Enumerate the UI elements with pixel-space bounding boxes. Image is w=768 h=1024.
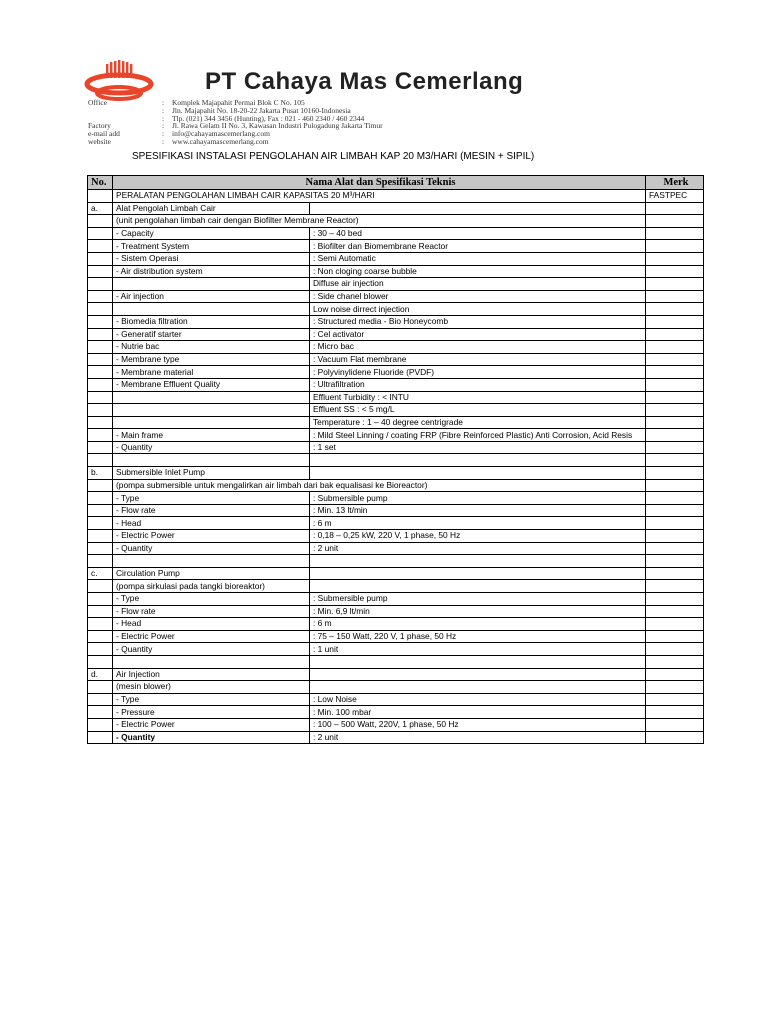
header-name: Nama Alat dan Spesifikasi Teknis bbox=[113, 176, 646, 190]
row-spec: : Submersible pump bbox=[310, 492, 646, 505]
row-number bbox=[88, 718, 113, 731]
row-number bbox=[88, 378, 113, 391]
row-number bbox=[88, 290, 113, 303]
row-number bbox=[88, 530, 113, 543]
table-row bbox=[88, 366, 704, 379]
contact-value: Tlp. (021) 344 3456 (Hunting), Fax : 021 - 460 2340 / 460 2344 bbox=[172, 113, 365, 123]
table-row bbox=[88, 693, 704, 706]
row-item: - Nutrie bac bbox=[113, 341, 310, 354]
table-row bbox=[88, 202, 704, 215]
row-brand bbox=[646, 492, 704, 505]
row-spec: : Min. 6,9 lt/min bbox=[310, 605, 646, 618]
row-item: (mesin blower) bbox=[113, 681, 310, 694]
row-number bbox=[88, 353, 113, 366]
row-number bbox=[88, 655, 113, 668]
row-item: Circulation Pump bbox=[113, 567, 310, 580]
row-number: b. bbox=[88, 467, 113, 480]
table-header-row bbox=[88, 176, 704, 190]
row-spec: Effluent Turbidity : < INTU bbox=[310, 391, 646, 404]
row-brand bbox=[646, 328, 704, 341]
row-spec: : 6 m bbox=[310, 517, 646, 530]
row-number bbox=[88, 593, 113, 606]
contact-label: e-mail add bbox=[88, 129, 120, 139]
row-brand bbox=[646, 593, 704, 606]
row-brand bbox=[646, 618, 704, 631]
contact-label bbox=[88, 107, 162, 115]
table-row bbox=[88, 429, 704, 442]
row-item: - Air injection bbox=[113, 290, 310, 303]
table-row bbox=[88, 278, 704, 291]
row-number bbox=[88, 630, 113, 643]
row-brand bbox=[646, 504, 704, 517]
row-number bbox=[88, 542, 113, 555]
row-brand bbox=[646, 416, 704, 429]
row-spec bbox=[310, 668, 646, 681]
row-number bbox=[88, 278, 113, 291]
row-item: - Generatif starter bbox=[113, 328, 310, 341]
table-row bbox=[88, 215, 704, 228]
table-row bbox=[88, 555, 704, 568]
contact-separator: : bbox=[162, 129, 165, 139]
row-brand bbox=[646, 517, 704, 530]
row-brand bbox=[646, 643, 704, 656]
row-number bbox=[88, 693, 113, 706]
row-number bbox=[88, 215, 113, 228]
contact-separator: : bbox=[162, 136, 165, 146]
row-brand bbox=[646, 240, 704, 253]
table-row bbox=[88, 467, 704, 480]
row-item: - Air distribution system bbox=[113, 265, 310, 278]
company-name: PT Cahaya Mas Cemerlang bbox=[205, 68, 524, 95]
contact-label: website bbox=[88, 136, 111, 146]
table-row bbox=[88, 416, 704, 429]
table-row bbox=[88, 655, 704, 668]
row-brand bbox=[646, 479, 704, 492]
contact-label: Factory bbox=[88, 121, 111, 131]
row-brand bbox=[646, 429, 704, 442]
table-row bbox=[88, 605, 704, 618]
table-row bbox=[88, 328, 704, 341]
row-number: a. bbox=[88, 202, 113, 215]
row-number bbox=[88, 366, 113, 379]
row-item: - Treatment System bbox=[113, 240, 310, 253]
contact-label: Office bbox=[88, 98, 108, 107]
row-spec bbox=[310, 467, 646, 480]
row-brand bbox=[646, 278, 704, 291]
row-number bbox=[88, 404, 113, 417]
row-item: - Head bbox=[113, 618, 310, 631]
row-spec: : 2 unit bbox=[310, 731, 646, 744]
row-number bbox=[88, 227, 113, 240]
table-row bbox=[88, 643, 704, 656]
row-brand bbox=[646, 215, 704, 228]
contact-separator: : bbox=[162, 113, 165, 123]
table-row bbox=[88, 718, 704, 731]
row-spec: : 2 unit bbox=[310, 542, 646, 555]
row-brand bbox=[646, 731, 704, 744]
table-row bbox=[88, 441, 704, 454]
contact-value: www.cahayamascemerlang.com bbox=[172, 136, 269, 146]
row-brand bbox=[646, 467, 704, 480]
row-item: (pompa sirkulasi pada tangki bioreaktor) bbox=[113, 580, 310, 593]
spec-table bbox=[87, 175, 704, 744]
row-brand bbox=[646, 315, 704, 328]
row-item bbox=[113, 555, 310, 568]
contact-separator: : bbox=[162, 105, 165, 115]
row-number bbox=[88, 265, 113, 278]
row-number bbox=[88, 706, 113, 719]
table-row bbox=[88, 315, 704, 328]
table-row bbox=[88, 593, 704, 606]
row-number bbox=[88, 391, 113, 404]
row-item: - Type bbox=[113, 593, 310, 606]
row-brand bbox=[646, 580, 704, 593]
row-item: - Electric Power bbox=[113, 530, 310, 543]
table-row bbox=[88, 378, 704, 391]
table-row bbox=[88, 190, 704, 203]
table-row bbox=[88, 341, 704, 354]
table-row bbox=[88, 542, 704, 555]
row-brand bbox=[646, 441, 704, 454]
row-brand bbox=[646, 530, 704, 543]
table-row bbox=[88, 303, 704, 316]
contact-value: Komplek Majapahit Permai Blok C No. 105 bbox=[172, 98, 305, 107]
row-brand bbox=[646, 303, 704, 316]
row-spec: : 1 unit bbox=[310, 643, 646, 656]
row-item bbox=[113, 391, 310, 404]
row-item: Air Injection bbox=[113, 668, 310, 681]
row-spec: Low noise dirrect injection bbox=[310, 303, 646, 316]
row-number bbox=[88, 341, 113, 354]
row-spec: Diffuse air injection bbox=[310, 278, 646, 291]
table-row bbox=[88, 517, 704, 530]
row-number bbox=[88, 190, 113, 203]
row-brand bbox=[646, 378, 704, 391]
row-spec bbox=[310, 454, 646, 467]
row-brand bbox=[646, 630, 704, 643]
row-number bbox=[88, 315, 113, 328]
row-item bbox=[113, 416, 310, 429]
row-number bbox=[88, 479, 113, 492]
row-spec: : Cel activator bbox=[310, 328, 646, 341]
contact-block bbox=[88, 99, 383, 146]
row-item: - Quantity bbox=[113, 441, 310, 454]
row-item: - Pressure bbox=[113, 706, 310, 719]
row-item: - Flow rate bbox=[113, 504, 310, 517]
row-item: PERALATAN PENGOLAHAN LIMBAH CAIR KAPASITAS 20 M³/HARI bbox=[113, 190, 646, 203]
row-item: - Biomedia filtration bbox=[113, 315, 310, 328]
table-row bbox=[88, 391, 704, 404]
row-brand bbox=[646, 555, 704, 568]
table-row bbox=[88, 240, 704, 253]
contact-value: Jl. Rawa Gelam II No. 3, Kawasan Industri Pulogadung Jakarta Timur bbox=[172, 121, 383, 131]
row-spec bbox=[310, 555, 646, 568]
table-row bbox=[88, 252, 704, 265]
row-spec: : Micro bac bbox=[310, 341, 646, 354]
row-number bbox=[88, 580, 113, 593]
row-spec bbox=[310, 655, 646, 668]
contact-separator: : bbox=[162, 98, 165, 107]
row-number bbox=[88, 731, 113, 744]
row-item: Alat Pengolah Limbah Cair bbox=[113, 202, 310, 215]
table-row bbox=[88, 681, 704, 694]
row-spec bbox=[310, 580, 646, 593]
row-brand bbox=[646, 265, 704, 278]
row-spec: : Non cloging coarse bubble bbox=[310, 265, 646, 278]
row-spec: : Semi Automatic bbox=[310, 252, 646, 265]
table-row bbox=[88, 265, 704, 278]
row-number bbox=[88, 441, 113, 454]
row-number bbox=[88, 681, 113, 694]
row-item bbox=[113, 278, 310, 291]
row-item: - Electric Power bbox=[113, 630, 310, 643]
table-row bbox=[88, 404, 704, 417]
row-spec: : Submersible pump bbox=[310, 593, 646, 606]
contact-value: info@cahayamascemerlang.com bbox=[172, 129, 270, 139]
row-number: d. bbox=[88, 668, 113, 681]
row-number bbox=[88, 429, 113, 442]
row-brand bbox=[646, 567, 704, 580]
row-spec: : Ultrafiltration bbox=[310, 378, 646, 391]
row-item: (unit pengolahan limbah cair dengan Biofilter Membrane Reactor) bbox=[113, 215, 646, 228]
row-item: - Membrane Effluent Quality bbox=[113, 378, 310, 391]
row-item bbox=[113, 655, 310, 668]
row-item: - Quantity bbox=[113, 643, 310, 656]
row-number bbox=[88, 643, 113, 656]
row-spec: : 30 – 40 bed bbox=[310, 227, 646, 240]
row-spec: : Mild Steel Linning / coating FRP (Fibre Reinforced Plastic) Anti Corrosion, Acid Resis bbox=[310, 429, 646, 442]
header-brand: Merk bbox=[646, 176, 704, 190]
row-item: - Type bbox=[113, 693, 310, 706]
row-brand bbox=[646, 202, 704, 215]
table-row bbox=[88, 504, 704, 517]
row-number bbox=[88, 252, 113, 265]
table-row bbox=[88, 618, 704, 631]
row-brand bbox=[646, 655, 704, 668]
row-item: Submersible Inlet Pump bbox=[113, 467, 310, 480]
row-number bbox=[88, 328, 113, 341]
row-number bbox=[88, 555, 113, 568]
row-item: - Quantity bbox=[113, 542, 310, 555]
row-spec bbox=[310, 681, 646, 694]
row-spec: : Min. 13 lt/min bbox=[310, 504, 646, 517]
row-brand bbox=[646, 668, 704, 681]
row-brand bbox=[646, 706, 704, 719]
row-item: - Type bbox=[113, 492, 310, 505]
row-brand: FASTPEC bbox=[646, 190, 704, 203]
row-brand bbox=[646, 718, 704, 731]
row-spec: : Low Noise bbox=[310, 693, 646, 706]
row-item: - Capacity bbox=[113, 227, 310, 240]
table-row bbox=[88, 492, 704, 505]
row-brand bbox=[646, 404, 704, 417]
row-brand bbox=[646, 693, 704, 706]
row-spec: Temperature : 1 – 40 degree centrigrade bbox=[310, 416, 646, 429]
row-number bbox=[88, 618, 113, 631]
row-spec: Effluent SS : < 5 mg/L bbox=[310, 404, 646, 417]
row-number bbox=[88, 416, 113, 429]
row-item: - Membrane type bbox=[113, 353, 310, 366]
row-number: c. bbox=[88, 567, 113, 580]
row-number bbox=[88, 504, 113, 517]
row-item bbox=[113, 404, 310, 417]
table-row bbox=[88, 290, 704, 303]
row-number bbox=[88, 492, 113, 505]
contact-row bbox=[88, 138, 383, 146]
row-item bbox=[113, 454, 310, 467]
row-spec: : Min. 100 mbar bbox=[310, 706, 646, 719]
row-item bbox=[113, 303, 310, 316]
row-spec: : Structured media - Bio Honeycomb bbox=[310, 315, 646, 328]
row-brand bbox=[646, 391, 704, 404]
table-row bbox=[88, 479, 704, 492]
table-row bbox=[88, 731, 704, 744]
row-number bbox=[88, 454, 113, 467]
table-row bbox=[88, 454, 704, 467]
header-no: No. bbox=[88, 176, 113, 190]
table-row bbox=[88, 706, 704, 719]
row-spec: : 75 – 150 Watt, 220 V, 1 phase, 50 Hz bbox=[310, 630, 646, 643]
row-brand bbox=[646, 227, 704, 240]
row-brand bbox=[646, 353, 704, 366]
document-title: SPESIFIKASI INSTALASI PENGOLAHAN AIR LIMBAH KAP 20 M3/HARI (MESIN + SIPIL) bbox=[132, 151, 535, 162]
row-number bbox=[88, 303, 113, 316]
row-item: - Flow rate bbox=[113, 605, 310, 618]
row-item: - Electric Power bbox=[113, 718, 310, 731]
row-spec: : Biofilter dan Biomembrane Reactor bbox=[310, 240, 646, 253]
table-row bbox=[88, 668, 704, 681]
row-spec: : Vacuum Flat membrane bbox=[310, 353, 646, 366]
row-spec bbox=[310, 567, 646, 580]
table-row bbox=[88, 530, 704, 543]
row-brand bbox=[646, 454, 704, 467]
row-item: (pompa submersible untuk mengalirkan air limbah dari bak equalisasi ke Bioreactor) bbox=[113, 479, 646, 492]
table-row bbox=[88, 353, 704, 366]
row-item: - Main frame bbox=[113, 429, 310, 442]
row-item: - Head bbox=[113, 517, 310, 530]
row-spec bbox=[310, 202, 646, 215]
row-spec: : Polyvinylidene Fluoride (PVDF) bbox=[310, 366, 646, 379]
row-item: - Membrane material bbox=[113, 366, 310, 379]
row-spec: : 100 – 500 Watt, 220V, 1 phase, 50 Hz bbox=[310, 718, 646, 731]
row-brand bbox=[646, 290, 704, 303]
row-brand bbox=[646, 366, 704, 379]
row-brand bbox=[646, 252, 704, 265]
row-spec: : 1 set bbox=[310, 441, 646, 454]
contact-value: Jln. Majapahit No. 18-20-22 Jakarta Pusat 10160-Indonesia bbox=[172, 105, 351, 115]
row-brand bbox=[646, 681, 704, 694]
table-row bbox=[88, 227, 704, 240]
row-spec: : 0,18 – 0,25 kW, 220 V, 1 phase, 50 Hz bbox=[310, 530, 646, 543]
row-brand bbox=[646, 605, 704, 618]
table-row bbox=[88, 580, 704, 593]
row-number bbox=[88, 605, 113, 618]
table-row bbox=[88, 630, 704, 643]
row-brand bbox=[646, 542, 704, 555]
table-row bbox=[88, 567, 704, 580]
row-brand bbox=[646, 341, 704, 354]
row-spec: : Side chanel blower bbox=[310, 290, 646, 303]
row-item: - Sistem Operasi bbox=[113, 252, 310, 265]
contact-separator: : bbox=[162, 121, 165, 131]
row-number bbox=[88, 517, 113, 530]
row-item: - Quantity bbox=[113, 731, 310, 744]
row-spec: : 6 m bbox=[310, 618, 646, 631]
row-number bbox=[88, 240, 113, 253]
